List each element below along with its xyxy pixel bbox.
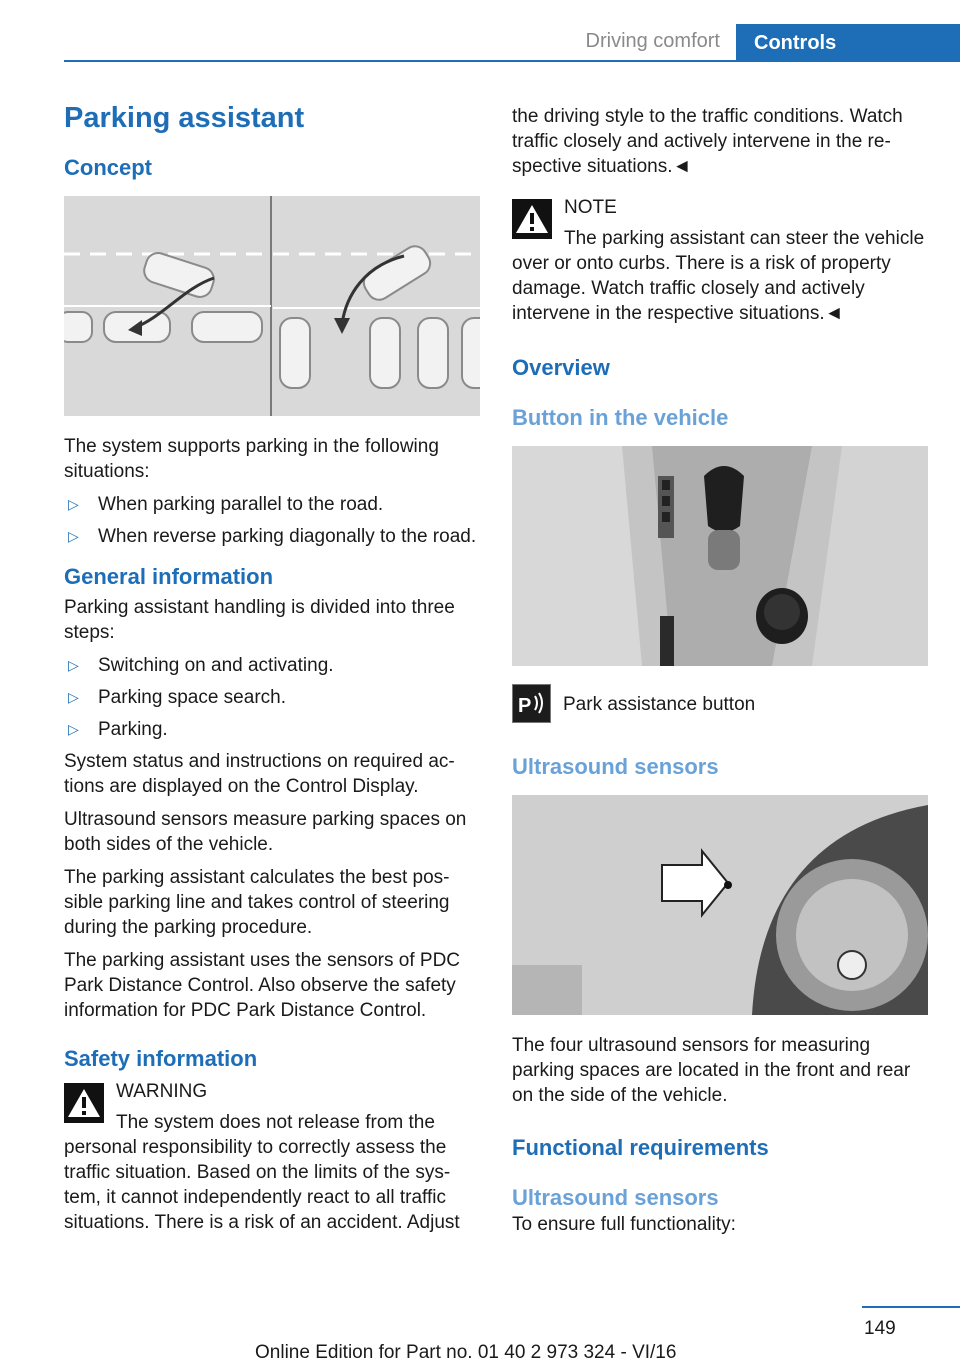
edition-note: Online Edition for Part no. 01 40 2 973 324 - VI/16 bbox=[255, 1342, 677, 1362]
triangle-bullet-icon: ▷ bbox=[68, 689, 79, 705]
park-button-row bbox=[512, 684, 928, 723]
right-column bbox=[512, 104, 928, 1245]
triangle-bullet-icon: ▷ bbox=[68, 721, 79, 737]
list-item: ▷ Parking space search. bbox=[68, 687, 286, 708]
triangle-bullet-icon: ▷ bbox=[68, 528, 79, 544]
general-paragraph: Ultrasound sensors measure parking spaces on both sides of the vehicle. bbox=[64, 809, 467, 855]
list-item: ▷ When reverse parking diagonally to the road. bbox=[68, 526, 477, 547]
triangle-bullet-icon: ▷ bbox=[68, 657, 79, 673]
svg-text:P: P bbox=[518, 695, 532, 717]
warning-notice bbox=[64, 1079, 480, 1235]
note-text: The parking assistant can steer the vehicle over or onto curbs. There is a risk of property damage. Watch traffic closely and actively intervene in the respective situations.◄ bbox=[512, 228, 925, 324]
general-heading: General information bbox=[64, 564, 274, 589]
overview-heading: Overview bbox=[512, 355, 610, 380]
concept-heading: Concept bbox=[64, 155, 152, 180]
console-photo bbox=[512, 446, 928, 666]
triangle-bullet-icon: ▷ bbox=[68, 496, 79, 512]
list-item: ▷ Switching on and activating. bbox=[68, 655, 334, 676]
safety-heading: Safety information bbox=[64, 1046, 258, 1071]
sensors-text: The four ultrasound sensors for measuring parking spaces are located in the front and rear on the side of the vehicle. bbox=[512, 1035, 911, 1106]
warning-triangle-icon bbox=[512, 199, 552, 239]
left-column bbox=[64, 100, 480, 1243]
general-bullet-list bbox=[64, 653, 480, 742]
warning-keyword: WARNING bbox=[116, 1081, 208, 1102]
page-number: 149 bbox=[864, 1318, 896, 1339]
general-paragraph: The parking assistant uses the sensors of PDC Park Distance Control. Also observe the safety information for PDC Park Distance Control. bbox=[64, 950, 461, 1021]
park-button-label: Park assistance button bbox=[563, 694, 756, 715]
header-tab: Controls bbox=[736, 24, 960, 62]
sensor-photo bbox=[512, 795, 928, 1015]
footer-rule bbox=[862, 1306, 960, 1308]
general-paragraph: The parking assistant calculates the best possible parking line and takes control of steering during the parking procedure. bbox=[64, 867, 450, 938]
warning-triangle-icon bbox=[64, 1083, 104, 1123]
note-keyword: NOTE bbox=[564, 197, 617, 218]
button-heading: Button in the vehicle bbox=[512, 405, 729, 430]
warning-continued: the driving style to the traffic conditions. Watch traffic closely and actively intervene in the respective situations.◄ bbox=[512, 106, 903, 177]
parking-concept-illustration bbox=[64, 196, 480, 416]
general-paragraph: System status and instructions on required actions are displayed on the Control Display. bbox=[64, 751, 455, 797]
header-rule bbox=[64, 60, 960, 62]
list-item: ▷ Parking. bbox=[68, 719, 168, 740]
page-title: Parking assistant bbox=[64, 102, 305, 134]
concept-intro: The system supports parking in the following situations: bbox=[64, 436, 439, 482]
list-item: ▷ When parking parallel to the road. bbox=[68, 494, 384, 515]
note-notice bbox=[512, 195, 928, 326]
functional-text: To ensure full functionality: bbox=[512, 1214, 736, 1235]
sensors-heading: Ultrasound sensors bbox=[512, 754, 719, 779]
functional-heading: Functional requirements bbox=[512, 1135, 769, 1160]
page-header bbox=[64, 24, 960, 62]
header-section: Driving comfort bbox=[585, 30, 720, 52]
functional-subheading: Ultrasound sensors bbox=[512, 1185, 719, 1210]
warning-text: The system does not release from the personal responsibility to correctly assess the traffic situation. Based on the limits of the system, it cannot independently react to all traffic situations. There is a risk of an accident. Adjust bbox=[64, 1112, 460, 1233]
park-assist-button-icon bbox=[512, 684, 551, 723]
concept-bullet-list bbox=[64, 492, 480, 549]
general-intro: Parking assistant handling is divided into three steps: bbox=[64, 597, 455, 643]
